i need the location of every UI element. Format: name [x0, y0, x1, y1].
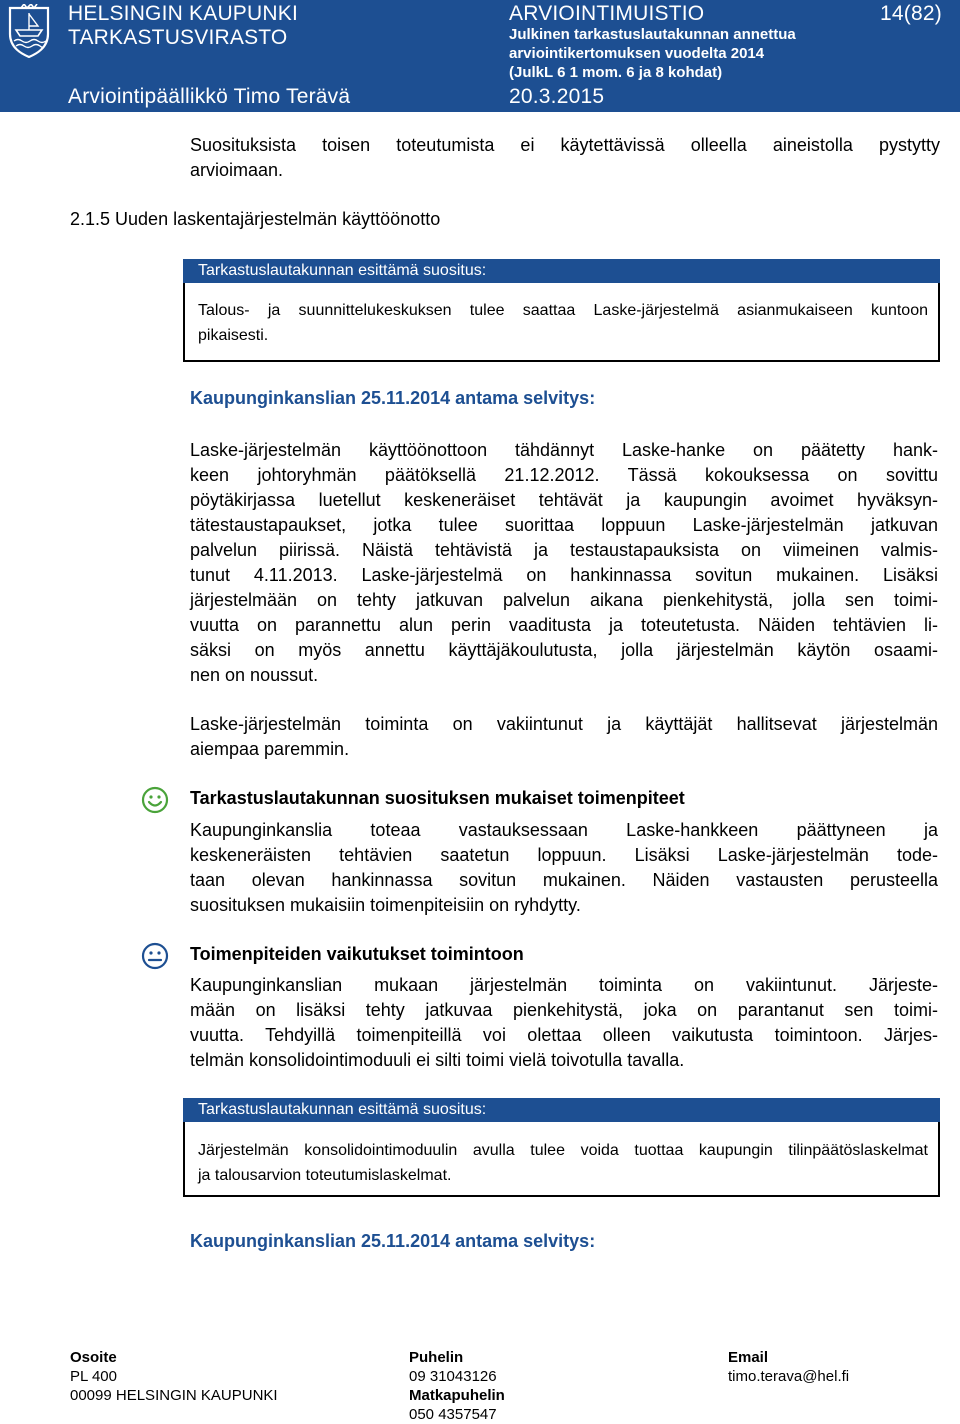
reply-line: aiempaa paremmin. — [190, 739, 350, 759]
reply-line: palvelun piirissä. Näistä tehtävistä ja testaustapauksista on viimeinen valmis- — [190, 540, 938, 560]
reply-line: pöytäkirjassa luetellut keskeneräiset tehtävät ja kaupungin avoimet hyväksyn- — [190, 490, 938, 510]
reply-paragraph — [190, 438, 938, 688]
doc-desc-1: Julkinen tarkastuslautakunnan annettua — [509, 26, 796, 43]
measures-paragraph — [190, 818, 938, 918]
footer-phone-label: Puhelin — [409, 1349, 464, 1366]
footer-email-address[interactable]: timo.terava@hel.fi — [728, 1368, 850, 1385]
reply-title: Kaupunginkanslian 25.11.2014 antama selvitys: — [190, 388, 596, 408]
footer-address-line2: 00099 HELSINGIN KAUPUNKI — [70, 1387, 278, 1404]
reply-paragraph-2 — [190, 712, 938, 762]
intro-line: Suosituksista toisen toteutumista ei käytettävissä olleella aineistolla pystytty — [190, 135, 940, 155]
effects-line: telmän konsolidointimoduuli ei silti toimi vielä toivotulla tavalla. — [190, 1050, 685, 1070]
smiley-neutral-icon — [141, 942, 169, 970]
footer-address — [70, 1348, 278, 1405]
effects-line: vuutta. Tehdyillä toimenpiteillä voi olettaa olleen vaikutusta toimintoon. Järjes- — [190, 1025, 938, 1045]
footer-mobile-number: 050 4357547 — [409, 1406, 497, 1423]
footer-address-line1: PL 400 — [70, 1368, 117, 1385]
helsinki-crest-logo — [6, 4, 52, 58]
reply-line: nen on noussut. — [190, 665, 319, 685]
measures-title: Tarkastuslautakunnan suosituksen mukaiset toimenpiteet — [190, 788, 685, 808]
doc-desc-3: (JulkL 6 1 mom. 6 ja 8 kohdat) — [509, 64, 723, 81]
measures-line: taan olevan hankinnassa sovitun mukainen. Näiden vastausten perusteella — [190, 870, 938, 890]
effects-line: mään on lisäksi tehty jatkuvaa pienkehitystä, joka on parantanut sen toimi- — [190, 1000, 938, 1020]
effects-title: Toimenpiteiden vaikutukset toimintoon — [190, 944, 524, 964]
recommendation-text — [198, 298, 928, 348]
reply-line: Laske-järjestelmän käyttöönottoon tähdännyt Laske-hanke on päätetty hank- — [190, 440, 938, 460]
author: Arviointipäällikkö Timo Terävä — [68, 85, 351, 108]
reply-line: Laske-järjestelmän toiminta on vakiintunut ja käyttäjät hallitsevat järjestelmän — [190, 714, 938, 734]
reply-line: vuutta on parannettu alun perin vaaditusta ja toteutetusta. Näiden tehtävien li- — [190, 615, 938, 635]
recommendation-heading-2: Tarkastuslautakunnan esittämä suositus: — [183, 1098, 940, 1122]
intro-paragraph — [190, 133, 940, 183]
measures-line: Kaupunginkanslia toteaa vastauksessaan Laske-hankkeen päättyneen ja — [190, 820, 938, 840]
recommendation-line: Talous- ja suunnittelukeskuksen tulee saattaa Laske-järjestelmä asianmukaiseen kuntoon — [198, 302, 928, 319]
doc-date: 20.3.2015 — [509, 85, 605, 108]
effects-line: Kaupunginkanslian mukaan järjestelmän toiminta on vakiintunut. Järjeste- — [190, 975, 938, 995]
recommendation-heading: Tarkastuslautakunnan esittämä suositus: — [183, 259, 940, 283]
smiley-happy-icon — [141, 786, 169, 814]
measures-line: suosituksen mukaisiin toimenpiteisiin on ryhdytty. — [190, 895, 581, 915]
document-header — [0, 0, 960, 112]
reply-line: tunut 4.11.2013. Laske-järjestelmä on hankinnassa sovitun mukainen. Lisäksi — [190, 565, 938, 585]
recommendation-line: pikaisesti. — [198, 327, 269, 344]
reply-title-2: Kaupunginkanslian 25.11.2014 antama selvitys: — [190, 1231, 596, 1251]
recommendation-text-2 — [198, 1138, 928, 1188]
recommendation-line: Järjestelmän konsolidointimoduulin avulla tulee voida tuottaa kaupungin tilinpäätöslaskelmat — [198, 1142, 928, 1159]
reply-line: säksi on myös annettu käyttäjäkoulutusta, jolla järjestelmän käytön osaami- — [190, 640, 938, 660]
measures-line: keskeneräisten tehtävien saatetun loppuun. Lisäksi Laske-järjestelmän tode- — [190, 845, 938, 865]
reply-line: järjestelmään on tehty jatkuvan palvelun aikana pienkehitystä, jolla sen toimi- — [190, 590, 938, 610]
intro-line: arvioimaan. — [190, 160, 284, 180]
footer-address-label: Osoite — [70, 1349, 117, 1366]
footer-phone-number: 09 31043126 — [409, 1368, 497, 1385]
footer-email — [728, 1348, 849, 1386]
doc-desc-2: arviointikertomuksen vuodelta 2014 — [509, 45, 765, 62]
org-name: HELSINGIN KAUPUNKI — [68, 2, 298, 25]
footer-mobile-label: Matkapuhelin — [409, 1387, 505, 1404]
reply-line: tätestaustapaukset, jotka tulee suorittaa loppuun Laske-järjestelmän jatkuvan — [190, 515, 938, 535]
effects-paragraph — [190, 973, 938, 1073]
org-unit: TARKASTUSVIRASTO — [68, 26, 288, 49]
footer-email-label: Email — [728, 1349, 769, 1366]
recommendation-line: ja talousarvion toteutumislaskelmat. — [198, 1167, 452, 1184]
section-title: 2.1.5 Uuden laskentajärjestelmän käyttöönotto — [70, 209, 441, 229]
reply-line: keen johtoryhmän päätöksellä 21.12.2012. Tässä kokouksessa on sovittu — [190, 465, 938, 485]
doc-type: ARVIOINTIMUISTIO — [509, 2, 705, 25]
page-number: 14(82) — [880, 2, 942, 25]
footer-phone — [409, 1348, 505, 1424]
